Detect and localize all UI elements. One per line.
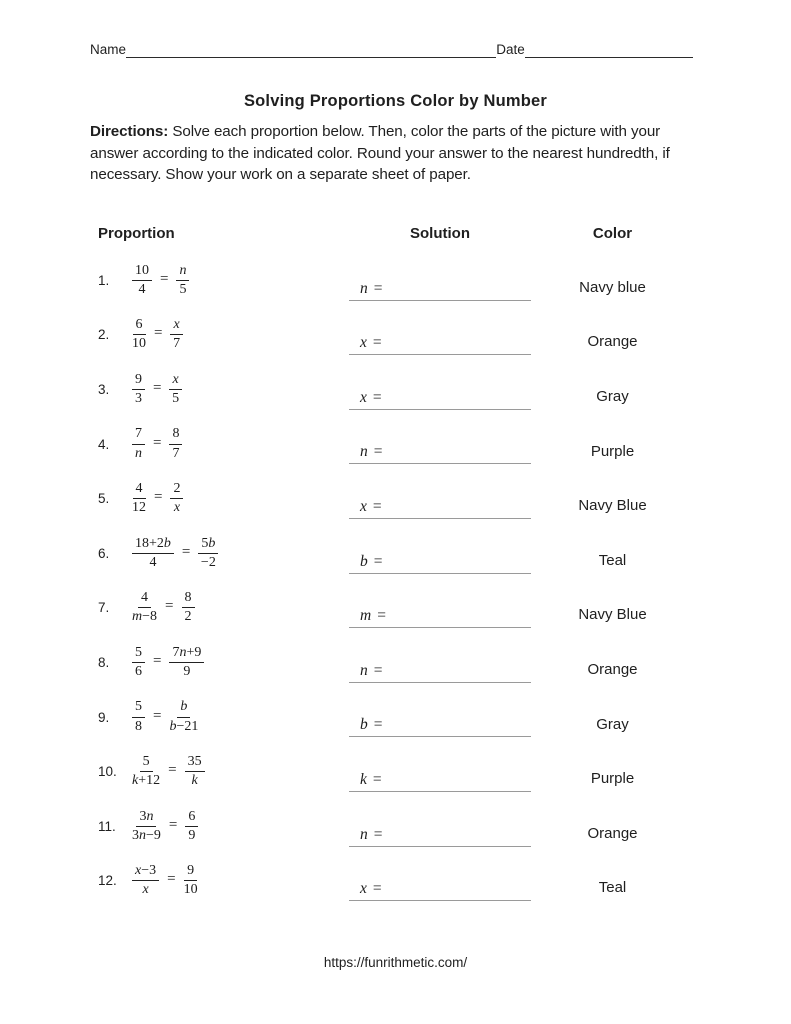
right-fraction: $\frac{8}{2}$ <box>182 590 195 625</box>
solution-equals-sign: = <box>373 443 383 461</box>
right-fraction: $\frac{2}{x}$ <box>170 481 183 516</box>
problem-number: 5. <box>98 491 110 507</box>
solution-equals-sign: = <box>373 661 383 679</box>
proportion-cell <box>90 263 345 298</box>
left-fraction: $\frac{3n}{3n-9}$ <box>132 808 161 843</box>
proportion-equation <box>132 372 182 407</box>
left-fraction: $\frac{10}{4}$ <box>132 263 152 298</box>
equals-sign: = <box>181 543 191 560</box>
proportion-cell <box>90 754 345 789</box>
proportion-equation <box>132 699 198 734</box>
solution-blank[interactable] <box>349 491 531 519</box>
color-name: Navy blue <box>579 278 646 296</box>
color-cell <box>535 661 690 678</box>
solution-variable: n <box>360 443 368 461</box>
problem-number: 12. <box>98 873 117 889</box>
right-fraction: $\frac{b}{b-21}$ <box>169 699 199 734</box>
equals-sign: = <box>168 816 178 833</box>
solution-cell <box>345 635 535 690</box>
solution-cell <box>345 690 535 745</box>
name-label: Name <box>90 42 127 57</box>
proportion-cell <box>90 809 345 844</box>
right-fraction: $\frac{6}{9}$ <box>185 809 198 844</box>
proportion-cell <box>90 317 345 352</box>
solution-equals-sign: = <box>377 607 386 625</box>
table-row <box>90 308 710 363</box>
color-cell <box>535 333 690 350</box>
color-cell <box>535 606 690 623</box>
color-cell <box>535 443 690 460</box>
right-fraction: $\frac{x}{5}$ <box>169 372 181 407</box>
problem-number: 4. <box>98 436 110 452</box>
proportions-table <box>90 225 710 908</box>
color-name: Teal <box>598 551 627 569</box>
problem-number: 10. <box>98 764 117 780</box>
solution-variable: n <box>360 825 368 843</box>
proportion-cell <box>90 863 345 898</box>
column-header-solution: Solution <box>410 225 470 242</box>
proportion-equation <box>132 863 198 898</box>
solution-equals-sign: = <box>372 334 382 352</box>
solution-blank[interactable] <box>349 273 531 301</box>
problem-number: 1. <box>98 272 110 288</box>
solution-cell <box>345 581 535 636</box>
equals-sign: = <box>153 434 162 451</box>
left-fraction: $\frac{4}{m-8}$ <box>132 590 158 625</box>
footer-url: https://funrithmetic.com/ <box>323 955 468 970</box>
solution-variable: x <box>360 880 367 898</box>
problem-number: 3. <box>98 381 110 397</box>
equals-sign: = <box>165 598 174 615</box>
directions-paragraph <box>90 121 708 186</box>
solution-cell <box>345 471 535 526</box>
right-fraction: $\frac{8}{7}$ <box>169 426 182 461</box>
table-row <box>90 362 710 417</box>
problem-number: 11. <box>98 818 116 834</box>
solution-cell <box>345 744 535 799</box>
proportion-cell <box>90 536 345 571</box>
solution-variable: n <box>360 661 368 679</box>
color-name: Orange <box>587 333 638 351</box>
color-cell <box>535 825 690 842</box>
left-fraction: $\frac{5}{8}$ <box>132 699 145 734</box>
solution-equals-sign: = <box>373 279 383 297</box>
color-cell <box>535 388 690 405</box>
table-row <box>90 744 710 799</box>
solution-equals-sign: = <box>373 716 383 734</box>
solution-equals-sign: = <box>372 770 382 788</box>
solution-cell <box>345 526 535 581</box>
problem-number: 6. <box>98 545 110 561</box>
column-header-proportion: Proportion <box>98 225 175 242</box>
left-fraction: $\frac{18+2b}{4}$ <box>132 536 174 571</box>
equals-sign: = <box>167 871 176 888</box>
solution-cell <box>345 308 535 363</box>
color-name: Teal <box>598 879 627 897</box>
proportion-equation <box>132 536 218 571</box>
solution-variable: k <box>360 770 367 788</box>
solution-variable: x <box>360 388 367 406</box>
right-fraction: $\frac{5b}{-2}$ <box>198 536 218 571</box>
date-label: Date <box>496 42 525 57</box>
proportion-cell <box>90 699 345 734</box>
solution-blank[interactable] <box>349 764 531 792</box>
proportion-rows <box>90 253 710 908</box>
name-blank-line[interactable] <box>126 42 496 58</box>
directions-label: Directions: <box>90 123 169 140</box>
proportion-cell <box>90 645 345 680</box>
right-fraction: $\frac{9}{10}$ <box>183 863 198 898</box>
problem-number: 2. <box>98 327 110 343</box>
solution-blank[interactable] <box>349 327 531 355</box>
color-cell <box>535 279 690 296</box>
solution-variable: m <box>360 607 372 625</box>
solution-equals-sign: = <box>372 388 382 406</box>
table-row <box>90 417 710 472</box>
proportion-equation <box>132 809 198 844</box>
solution-blank[interactable] <box>349 600 531 628</box>
equals-sign: = <box>154 325 163 342</box>
problem-number: 9. <box>98 709 110 725</box>
solution-variable: b <box>360 552 368 570</box>
equals-sign: = <box>160 270 169 287</box>
proportion-equation <box>132 645 204 680</box>
solution-blank[interactable] <box>349 382 531 410</box>
solution-cell <box>345 854 535 909</box>
table-row <box>90 581 710 636</box>
solution-equals-sign: = <box>372 497 382 515</box>
color-cell <box>535 552 690 569</box>
solution-variable: x <box>360 497 367 515</box>
table-row <box>90 526 710 581</box>
table-row <box>90 690 710 745</box>
right-fraction: $\frac{n}{5}$ <box>176 263 189 298</box>
problem-number: 8. <box>98 654 110 670</box>
proportion-equation <box>132 317 183 352</box>
color-cell <box>535 716 690 733</box>
color-name: Purple <box>590 770 635 788</box>
page-title: Solving Proportions Color by Number <box>243 92 548 110</box>
solution-cell <box>345 799 535 854</box>
solution-equals-sign: = <box>373 825 383 843</box>
solution-cell <box>345 417 535 472</box>
solution-blank[interactable] <box>349 819 531 847</box>
solution-cell <box>345 362 535 417</box>
proportion-equation <box>132 481 183 516</box>
color-name: Gray <box>596 387 629 405</box>
table-row <box>90 253 710 308</box>
proportion-equation <box>132 426 182 461</box>
equals-sign: = <box>153 652 162 669</box>
proportion-cell <box>90 481 345 516</box>
equals-sign: = <box>154 489 163 506</box>
solution-blank[interactable] <box>349 546 531 574</box>
date-blank-line[interactable] <box>525 42 693 58</box>
equals-sign: = <box>168 762 177 779</box>
color-name: Navy Blue <box>578 606 647 624</box>
solution-variable: x <box>360 334 367 352</box>
color-name: Gray <box>596 715 629 733</box>
left-fraction: $\frac{4}{12}$ <box>132 481 146 516</box>
solution-blank[interactable] <box>349 436 531 464</box>
color-cell <box>535 497 690 514</box>
solution-variable: n <box>360 279 368 297</box>
color-name: Orange <box>587 824 638 842</box>
right-fraction: $\frac{7n+9}{9}$ <box>169 645 204 680</box>
left-fraction: $\frac{x-3}{x}$ <box>132 863 159 898</box>
table-row <box>90 799 710 854</box>
solution-equals-sign: = <box>372 880 382 898</box>
solution-cell <box>345 253 535 308</box>
table-header-row <box>90 225 710 242</box>
solution-blank[interactable] <box>349 873 531 901</box>
equals-sign: = <box>153 707 162 724</box>
column-header-color: Color <box>592 225 633 242</box>
color-name: Orange <box>587 660 638 678</box>
proportion-cell <box>90 426 345 461</box>
left-fraction: $\frac{6}{10}$ <box>132 317 146 352</box>
solution-equals-sign: = <box>373 552 383 570</box>
table-row <box>90 471 710 526</box>
directions-text: Solve each proportion below. Then, color the parts of the picture with your answer according to the indicated color. Round your answer to the nearest hundredth, if necessary. Show your work on a separate sheet of paper. <box>90 123 670 184</box>
right-fraction: $\frac{x}{7}$ <box>170 317 182 352</box>
problem-number: 7. <box>98 600 110 616</box>
left-fraction: $\frac{5}{k+12}$ <box>132 754 161 789</box>
proportion-equation <box>132 263 189 298</box>
proportion-equation <box>132 754 205 789</box>
solution-blank[interactable] <box>349 709 531 737</box>
solution-blank[interactable] <box>349 655 531 683</box>
name-date-row <box>90 42 693 58</box>
color-name: Navy Blue <box>578 497 647 515</box>
color-cell <box>535 770 690 787</box>
right-fraction: $\frac{35}{k}$ <box>185 754 205 789</box>
table-row <box>90 635 710 690</box>
left-fraction: $\frac{9}{3}$ <box>132 372 145 407</box>
proportion-cell <box>90 372 345 407</box>
equals-sign: = <box>153 379 162 396</box>
table-row <box>90 854 710 909</box>
color-name: Purple <box>590 442 635 460</box>
left-fraction: $\frac{7}{n}$ <box>132 426 145 461</box>
solution-variable: b <box>360 716 368 734</box>
color-cell <box>535 879 690 896</box>
left-fraction: $\frac{5}{6}$ <box>132 645 145 680</box>
proportion-equation <box>132 590 195 625</box>
proportion-cell <box>90 590 345 625</box>
